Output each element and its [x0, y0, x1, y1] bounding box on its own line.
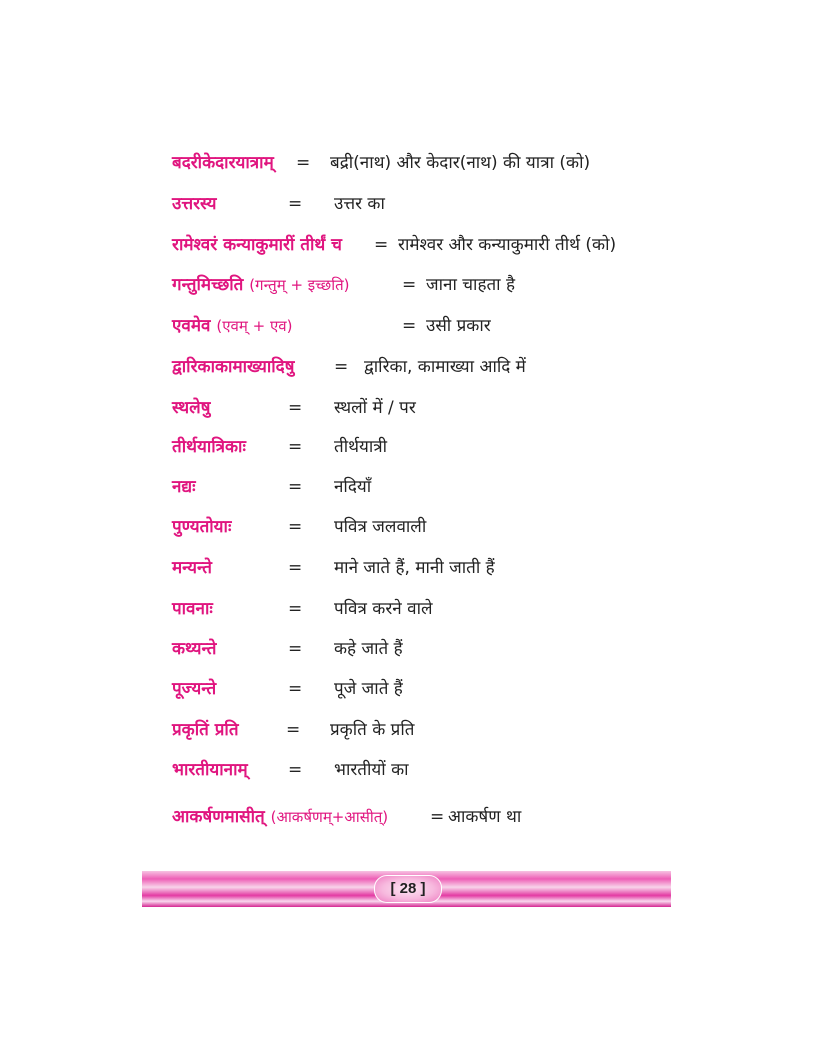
meaning: आकर्षण था [448, 807, 522, 827]
equals-sign: = [288, 558, 303, 578]
term: बदरीकेदारयात्राम् [172, 153, 274, 173]
term: पुण्यतोयाः [172, 517, 232, 537]
term: उत्तरस्य [172, 194, 217, 214]
equals-sign: = [334, 357, 349, 377]
term: मन्यन्ते [172, 558, 212, 578]
equals-sign: = [296, 153, 311, 173]
meaning: पवित्र करने वाले [334, 599, 433, 619]
equals-sign: = [430, 807, 445, 827]
meaning: द्वारिका, कामाख्या आदि में [364, 357, 526, 377]
term: स्थलेषु [172, 398, 211, 418]
term-text: गन्तुमिच्छति [172, 275, 244, 295]
term-text: आकर्षणमासीत् [172, 807, 265, 827]
term: पावनाः [172, 599, 213, 619]
equals-sign: = [288, 437, 303, 457]
meaning: प्रकृति के प्रति [330, 720, 415, 740]
equals-sign: = [288, 760, 303, 780]
term [172, 311, 292, 341]
term: पूज्यन्ते [172, 679, 217, 699]
term-text: एवमेव [172, 316, 211, 336]
meaning: नदियाँ [334, 477, 372, 497]
term [172, 270, 350, 300]
term: नद्यः [172, 477, 196, 497]
meaning: उत्तर का [334, 194, 385, 214]
term-derivation: (एवम् + एव) [216, 317, 293, 335]
equals-sign: = [286, 720, 301, 740]
meaning: कहे जाते हैं [334, 639, 403, 659]
meaning: पवित्र जलवाली [334, 517, 427, 537]
term-derivation: (आकर्षणम्+आसीत्) [270, 808, 389, 826]
equals-sign: = [288, 477, 303, 497]
term: कथ्यन्ते [172, 639, 217, 659]
page-number: [ 28 ] [374, 875, 442, 903]
equals-sign: = [288, 398, 303, 418]
equals-sign: = [288, 517, 303, 537]
term: द्वारिकाकामाख्यादिषु [172, 357, 295, 377]
equals-sign: = [288, 639, 303, 659]
term: भारतीयानाम् [172, 760, 248, 780]
equals-sign: = [288, 599, 303, 619]
term: तीर्थयात्रिकाः [172, 437, 246, 457]
meaning: जाना चाहता है [426, 275, 516, 295]
equals-sign: = [402, 316, 417, 336]
meaning: स्थलों में / पर [334, 398, 416, 418]
meaning: उसी प्रकार [426, 316, 491, 336]
meaning: भारतीयों का [334, 760, 409, 780]
equals-sign: = [288, 194, 303, 214]
equals-sign: = [288, 679, 303, 699]
meaning: तीर्थयात्री [334, 437, 388, 457]
term: प्रकृतिं प्रति [172, 720, 239, 740]
term-derivation: (गन्तुम् + इच्छति) [249, 276, 350, 294]
meaning: पूजे जाते हैं [334, 679, 403, 699]
equals-sign: = [402, 275, 417, 295]
term: रामेश्वरं कन्याकुमारीं तीर्थं च [172, 235, 342, 255]
meaning: बद्री(नाथ) और केदार(नाथ) की यात्रा (को) [330, 153, 591, 173]
meaning: माने जाते हैं, मानी जाती हैं [334, 558, 495, 578]
term [172, 802, 388, 832]
equals-sign: = [374, 235, 389, 255]
meaning: रामेश्वर और कन्याकुमारी तीर्थ (को) [398, 235, 617, 255]
